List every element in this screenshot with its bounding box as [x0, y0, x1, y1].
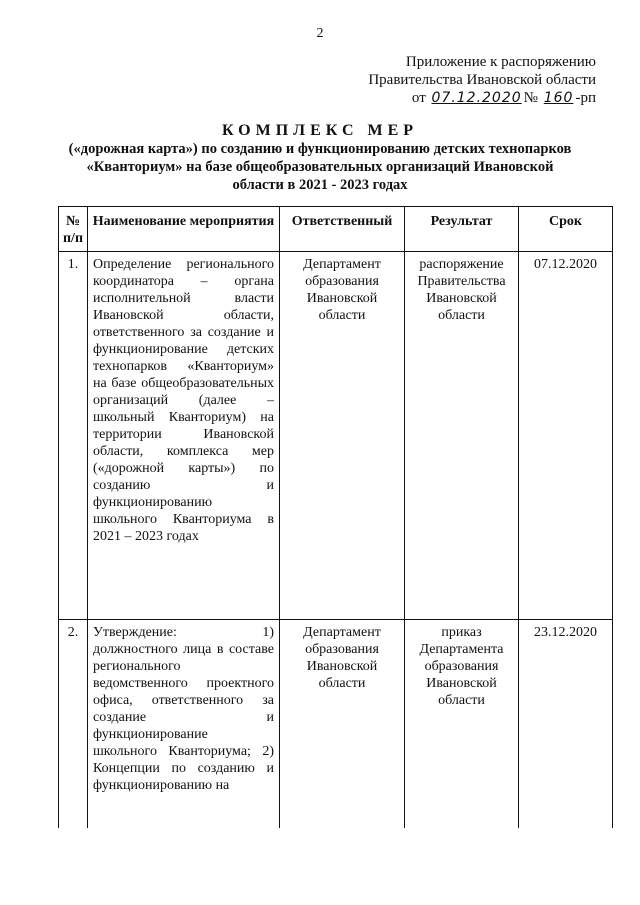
row-deadline: 07.12.2020	[519, 252, 613, 620]
handwritten-number: 160	[543, 90, 574, 106]
header-result: Результат	[405, 207, 519, 252]
document-title: КОМПЛЕКС МЕР	[221, 122, 419, 139]
row-responsible: Департамент образования Ивановской области	[280, 620, 405, 829]
row-name: Определение регионального координатора – органа исполнительной власти Ивановской области, ответственного за создание и функционирование детских технопарков «Кванториум» на базе общеобразовательных организаций (далее – школьный Кванториум) на территории Ивановской области, комплекса мер («дорожной карты») по созданию и функционированию школьного Кванториума в 2021 – 2023 годах	[88, 252, 280, 620]
document-subtitle: («дорожная карта») по созданию и функционированию детских технопарков «Кванториум» на базе общеобразовательных организаций Ивановской области в 2021 - 2023 годах	[68, 141, 572, 193]
header-name: Наименование мероприятия	[88, 207, 280, 252]
appendix-line-2: Правительства Ивановской области	[368, 72, 596, 88]
row-result: распоряжение Правительства Ивановской области	[405, 252, 519, 620]
table-header-row	[59, 207, 613, 252]
appendix-line-3	[412, 89, 596, 107]
row-result: приказ Департамента образования Ивановской области	[405, 620, 519, 829]
from-label: от	[411, 90, 426, 106]
appendix-block	[296, 53, 596, 109]
header-num: № п/п	[59, 207, 88, 252]
measures-table	[58, 206, 613, 828]
number-suffix: -рп	[575, 90, 596, 106]
row-deadline: 23.12.2020	[519, 620, 613, 829]
row-num: 2.	[59, 620, 88, 829]
number-label: №	[523, 90, 538, 106]
row-responsible: Департамент образования Ивановской области	[280, 252, 405, 620]
row-name: Утверждение: 1) должностного лица в составе регионального ведомственного проектного офиса, ответственного за создание и функционирование школьного Кванториума; 2) Концепции по созданию и функционированию на	[88, 620, 280, 829]
table-row	[59, 252, 613, 620]
appendix-line-1: Приложение к распоряжению	[405, 54, 596, 70]
page-number: 2	[316, 26, 324, 41]
handwritten-date: 07.12.2020	[431, 90, 522, 106]
header-deadline: Срок	[519, 207, 613, 252]
header-responsible: Ответственный	[280, 207, 405, 252]
table-row	[59, 620, 613, 829]
row-num: 1.	[59, 252, 88, 620]
